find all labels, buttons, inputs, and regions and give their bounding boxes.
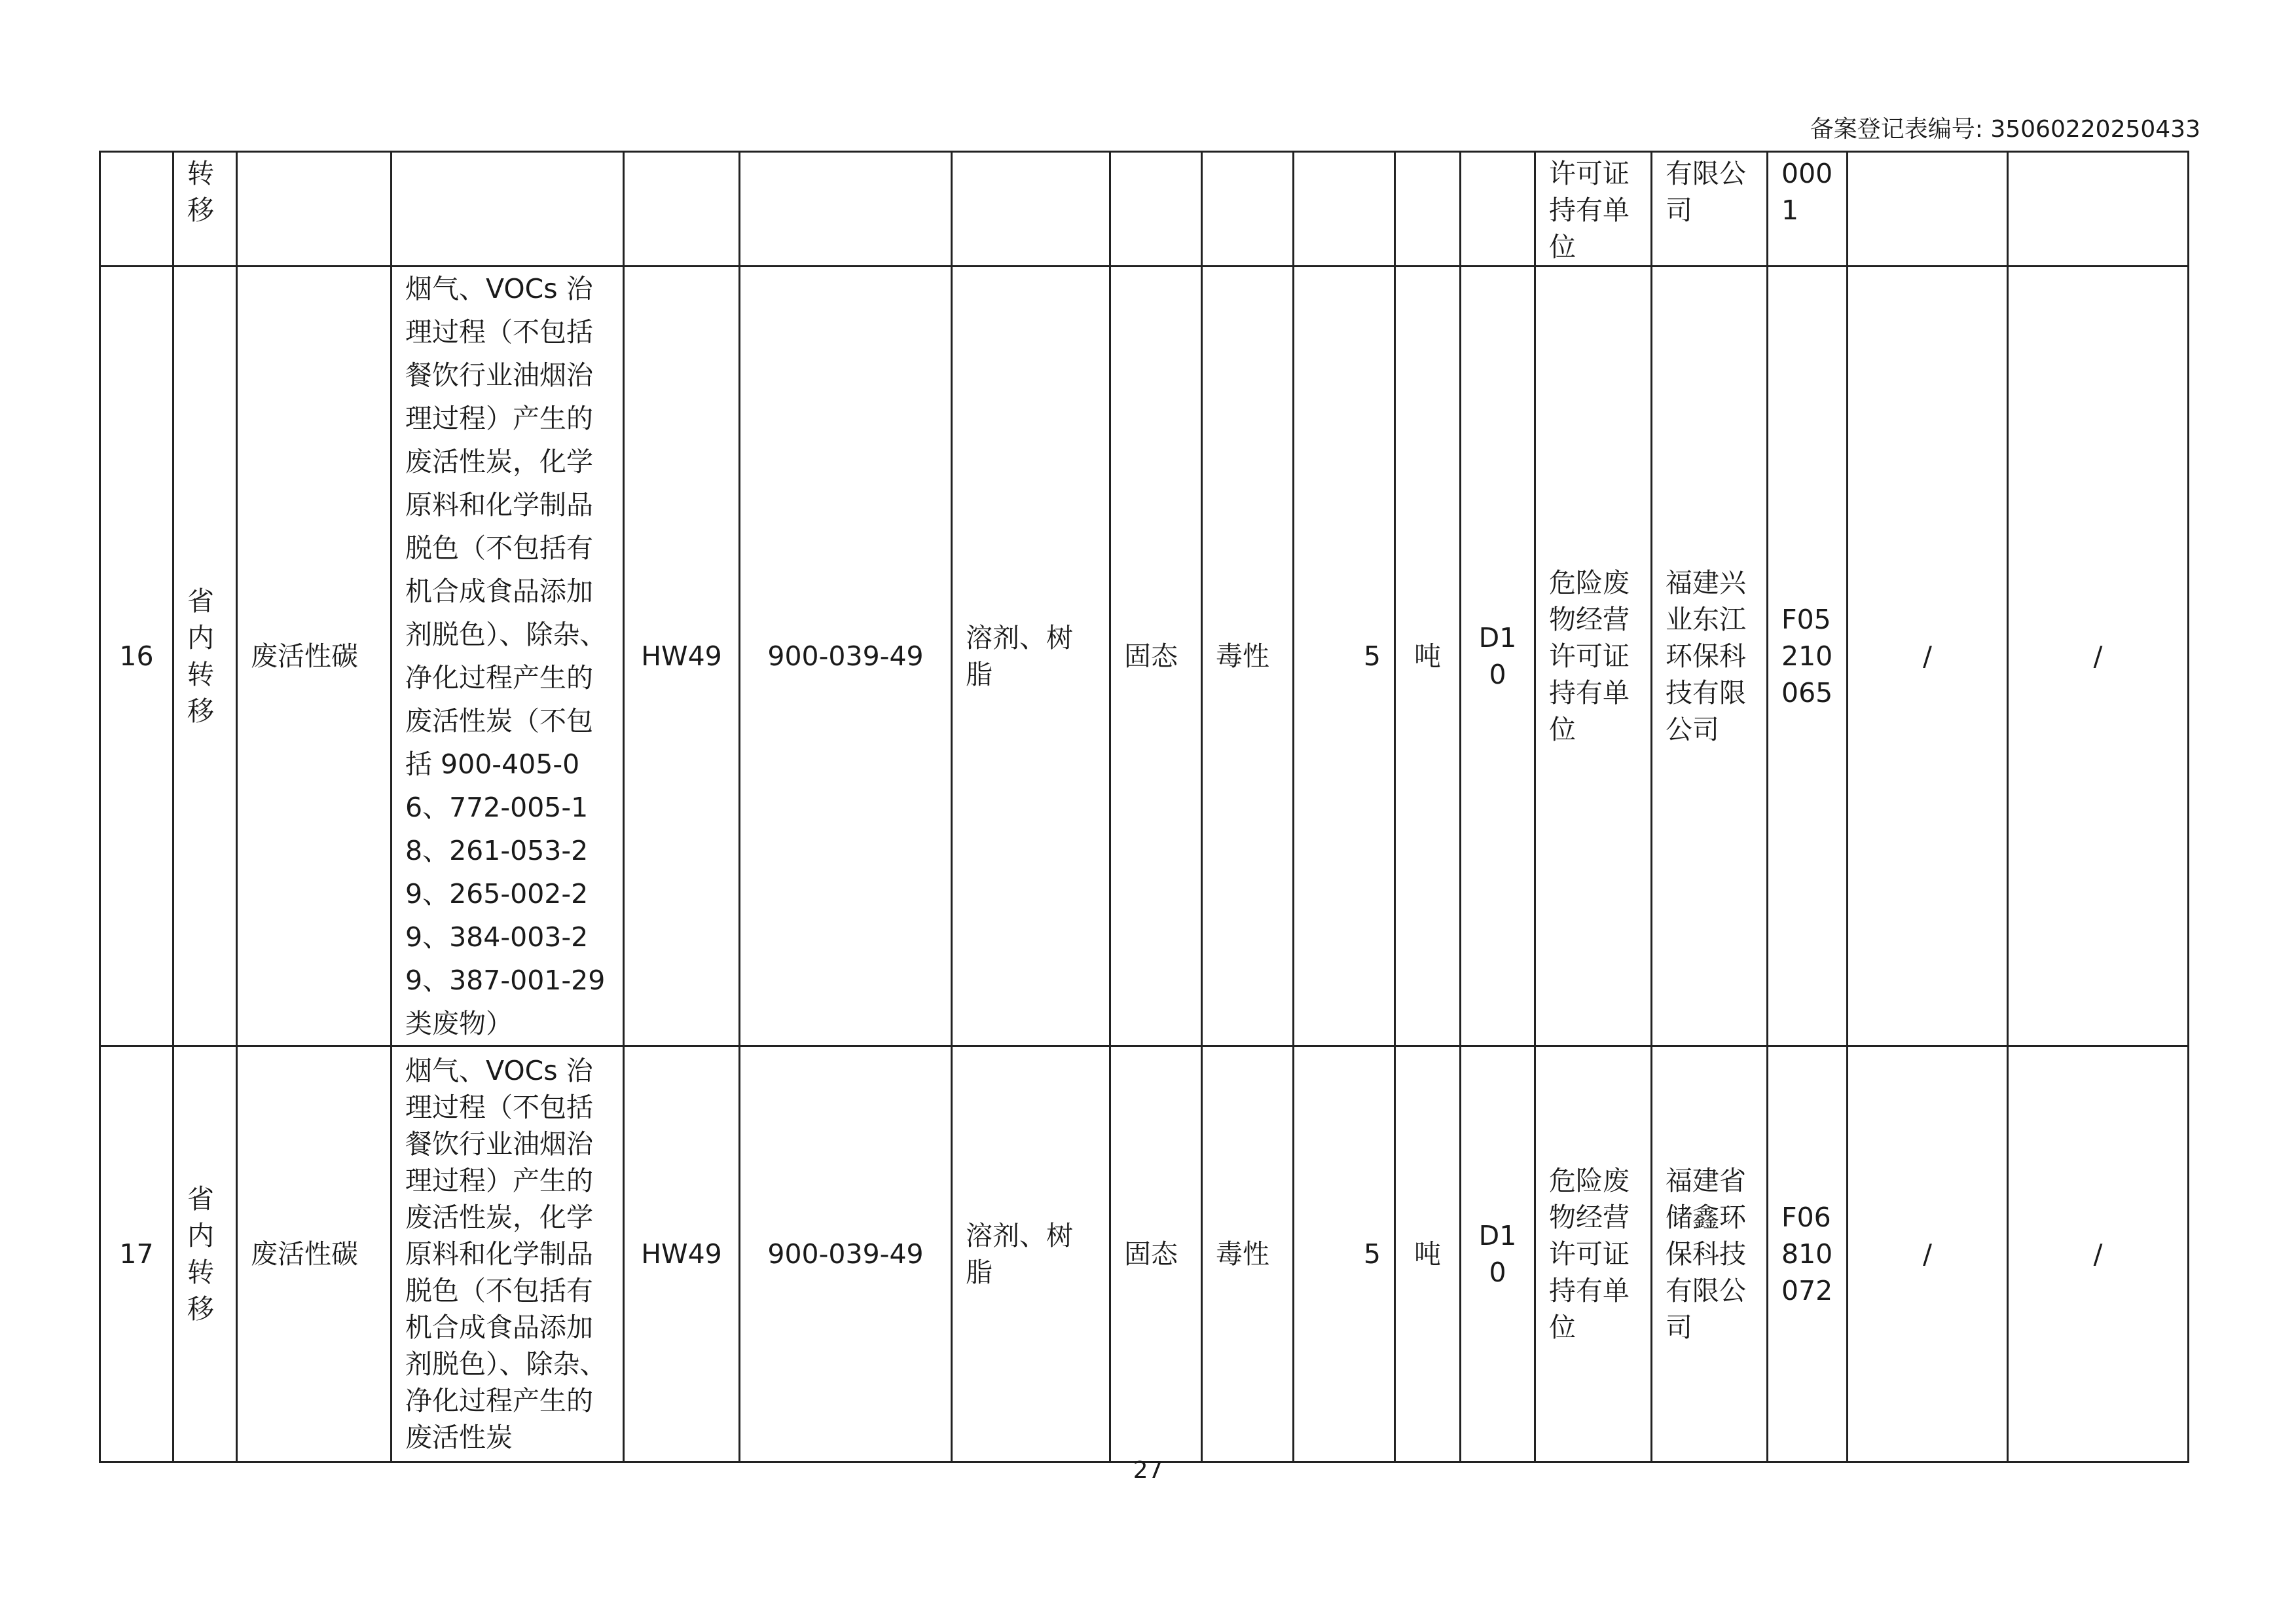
page-number: 27 [1133,1457,1163,1484]
receiver-type: 危险废物经营许可证持有单位 [1535,267,1652,1046]
license-number: F06810072 [1768,1046,1848,1462]
unit: 吨 [1395,1046,1461,1462]
extra-column-1 [1848,152,2008,267]
quantity: 5 [1294,267,1395,1046]
waste-description: 烟气、VOCs 治理过程（不包括餐饮行业油烟治理过程）产生的废活性炭，化学原料和化学制品脱色（不包括有机合成食品添加剂脱色）、除杂、净化过程产生的废活性炭（不包括 900-405-06、772-005-18、261-053-29、265-002-29、384-003-29、387-001-29 类废物） [392,267,624,1046]
transfer-type: 转移 [173,152,237,267]
waste-name: 废活性碳 [237,1046,392,1462]
record-label: 备案登记表编号 [1810,116,1975,143]
receiver-name: 有限公司 [1652,152,1768,267]
waste-category: HW49 [624,267,740,1046]
transfer-type: 省内转移 [173,267,237,1046]
row-number [100,152,173,267]
hazard-property: 毒性 [1202,1046,1294,1462]
disposal-method [1461,152,1535,267]
license-number: F05210065 [1768,267,1848,1046]
license-number: 0001 [1768,152,1848,267]
extra-column-2 [2008,152,2189,267]
disposal-method: D10 [1461,267,1535,1046]
physical-form [1110,152,1202,267]
unit: 吨 [1395,267,1461,1046]
extra-column-2: / [2008,1046,2189,1462]
transfer-type: 省内转移 [173,1046,237,1462]
physical-form: 固态 [1110,1046,1202,1462]
hazardous-component [952,152,1110,267]
disposal-method: D10 [1461,1046,1535,1462]
table-row [100,267,2189,1046]
extra-column-1: / [1848,1046,2008,1462]
unit [1395,152,1461,267]
row-number: 17 [100,1046,173,1462]
record-number: 35060220250433 [1990,116,2200,143]
extra-column-2: / [2008,267,2189,1046]
hazardous-component: 溶剂、树脂 [952,1046,1110,1462]
waste-code [740,152,952,267]
waste-category [624,152,740,267]
receiver-type: 危险废物经营许可证持有单位 [1535,1046,1652,1462]
table-row [100,1046,2189,1462]
waste-description: 烟气、VOCs 治理过程（不包括餐饮行业油烟治理过程）产生的废活性炭，化学原料和化学制品脱色（不包括有机合成食品添加剂脱色）、除杂、净化过程产生的废活性炭 [392,1046,624,1462]
table-row [100,152,2189,267]
waste-description [392,152,624,267]
quantity: 5 [1294,1046,1395,1462]
receiver-type: 许可证持有单位 [1535,152,1652,267]
physical-form: 固态 [1110,267,1202,1046]
row-number: 16 [100,267,173,1046]
waste-name: 废活性碳 [237,267,392,1046]
waste-name [237,152,392,267]
waste-category: HW49 [624,1046,740,1462]
quantity [1294,152,1395,267]
receiver-name: 福建省储鑫环保科技有限公司 [1652,1046,1768,1462]
receiver-name: 福建兴业东江环保科技有限公司 [1652,267,1768,1046]
waste-code: 900-039-49 [740,1046,952,1462]
waste-code: 900-039-49 [740,267,952,1046]
record-number-header [1810,113,2200,147]
hazard-property [1202,152,1294,267]
record-separator: : [1975,116,1983,143]
hazardous-component: 溶剂、树脂 [952,267,1110,1046]
waste-transfer-table [99,151,2189,1463]
extra-column-1: / [1848,267,2008,1046]
hazard-property: 毒性 [1202,267,1294,1046]
